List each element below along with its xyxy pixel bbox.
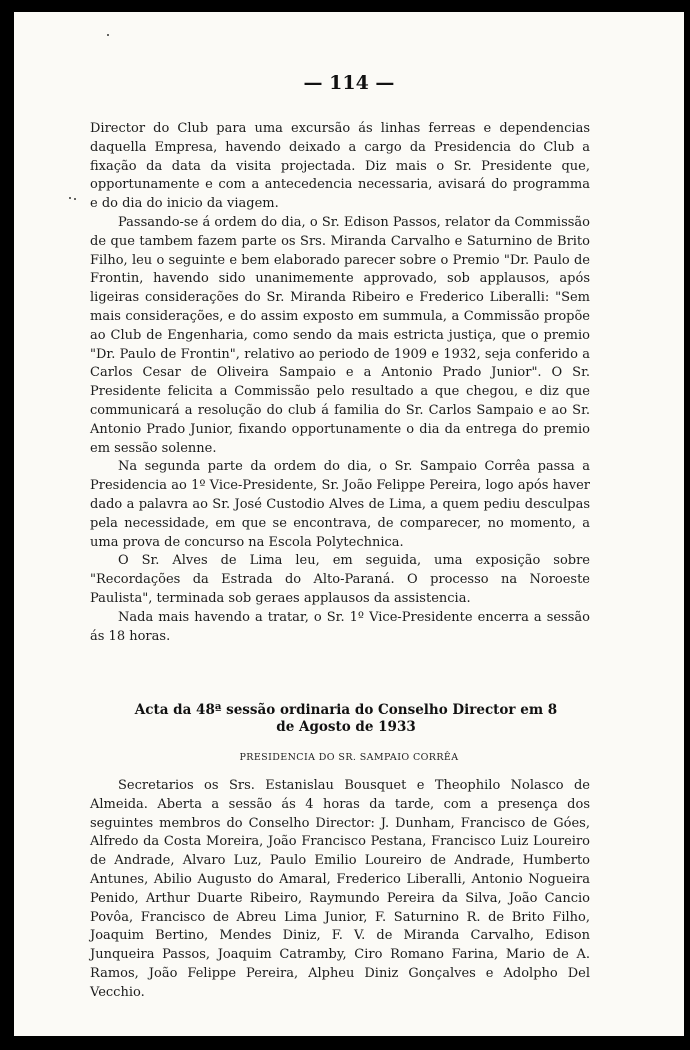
presidencia-line: PRESIDENCIA DO SR. SAMPAIO CORRÊA	[239, 752, 459, 763]
scan-speck	[107, 34, 109, 36]
paragraph-second-part: Na segunda parte da ordem do dia, o Sr. Sampaio Corrêa passa a Presidencia ao 1º Vice-Presidente, Sr. João Felippe Pereira, logo após haver dado a palavra ao Sr. José Custodio Alves de Lima, a quem pediu desculpas pela necessidade, em que se encontrava, de comparecer, no momento, a uma prova de concurso na Escola Polytechnica.	[90, 459, 590, 550]
minutes-heading	[98, 702, 594, 736]
minutes-heading-line2: de Agosto de 1933	[276, 719, 416, 735]
minutes-heading-line1: Acta da 48ª sessão ordinaria do Conselho Director em 8	[134, 702, 558, 718]
paragraph-exposition: O Sr. Alves de Lima leu, em seguida, uma exposição sobre "Recordações da Estrada do Alto-Paraná. O processo na Noroeste Paulista", terminada sob geraes applausos da assistencia.	[90, 553, 590, 606]
paragraph-excursion: Director do Club para uma excursão ás linhas ferreas e dependencias daquella Empresa, havendo deixado a cargo da Presidencia do Club a fixação da data da visita projectada. Diz mais o Sr. Presidente que, opportunamente e com a antecedencia necessaria, avisará do programma e do dia do inicio da viagem.	[90, 121, 590, 212]
paragraph-frontin-prize: Passando-se á ordem do dia, o Sr. Edison Passos, relator da Commissão de que tambem fazem parte os Srs. Miranda Carvalho e Saturnino de Brito Filho, leu o seguinte e bem elaborado parecer sobre o Premio "Dr. Paulo de Frontin, havendo sido unanimemente approvado, sob applausos, após ligeiras considerações do Sr. Miranda Ribeiro e Frederico Liberalli: "Sem mais considerações, e do assim exposto em summula, a Commissão propõe ao Club de Engenharia, como sendo da mais estricta justiça, que o premio "Dr. Paulo de Frontin", relativo ao periodo de 1909 e 1932, seja conferido a Carlos Cesar de Oliveira Sampaio e a Antonio Prado Junior". O Sr. Presidente felicita a Commissão pelo resultado a que chegou, e diz que communicará a resolução do club á familia do Sr. Carlos Sampaio e ao Sr. Antonio Prado Junior, fixando opportunamente o dia da entrega do premio em sessão solenne.	[90, 214, 590, 456]
paragraph-closing: Nada mais havendo a tratar, o Sr. 1º Vice-Presidente encerra a sessão ás 18 horas.	[90, 609, 590, 644]
document-page	[14, 12, 684, 1036]
page-number: — 114 —	[303, 72, 395, 94]
attendance-text	[90, 777, 590, 1003]
previous-minutes-text	[90, 120, 590, 646]
scan-speck	[69, 197, 71, 199]
paragraph-attendance: Secretarios os Srs. Estanislau Bousquet e Theophilo Nolasco de Almeida. Aberta a sessão ás 4 horas da tarde, com a presença dos seguintes membros do Conselho Director: J. Dunham, Francisco de Góes, Alfredo da Costa Moreira, João Francisco Pestana, Francisco Luiz Loureiro de Andrade, Alvaro Luz, Paulo Emilio Loureiro de Andrade, Humberto Antunes, Abilio Augusto do Amaral, Frederico Liberalli, Antonio Nogueira Penido, Arthur Duarte Ribeiro, Raymundo Pereira da Silva, João Cancio Povôa, Francisco de Abreu Lima Junior, F. Saturnino R. de Brito Filho, Joaquim Bertino, Mendes Diniz, F. V. de Miranda Carvalho, Edison Junqueira Passos, Joaquim Catramby, Ciro Romano Farina, Mario de A. Ramos, João Felippe Pereira, Alpheu Diniz Gonçalves e Adolpho Del Vecchio.	[90, 778, 590, 1000]
scan-speck	[74, 198, 76, 200]
